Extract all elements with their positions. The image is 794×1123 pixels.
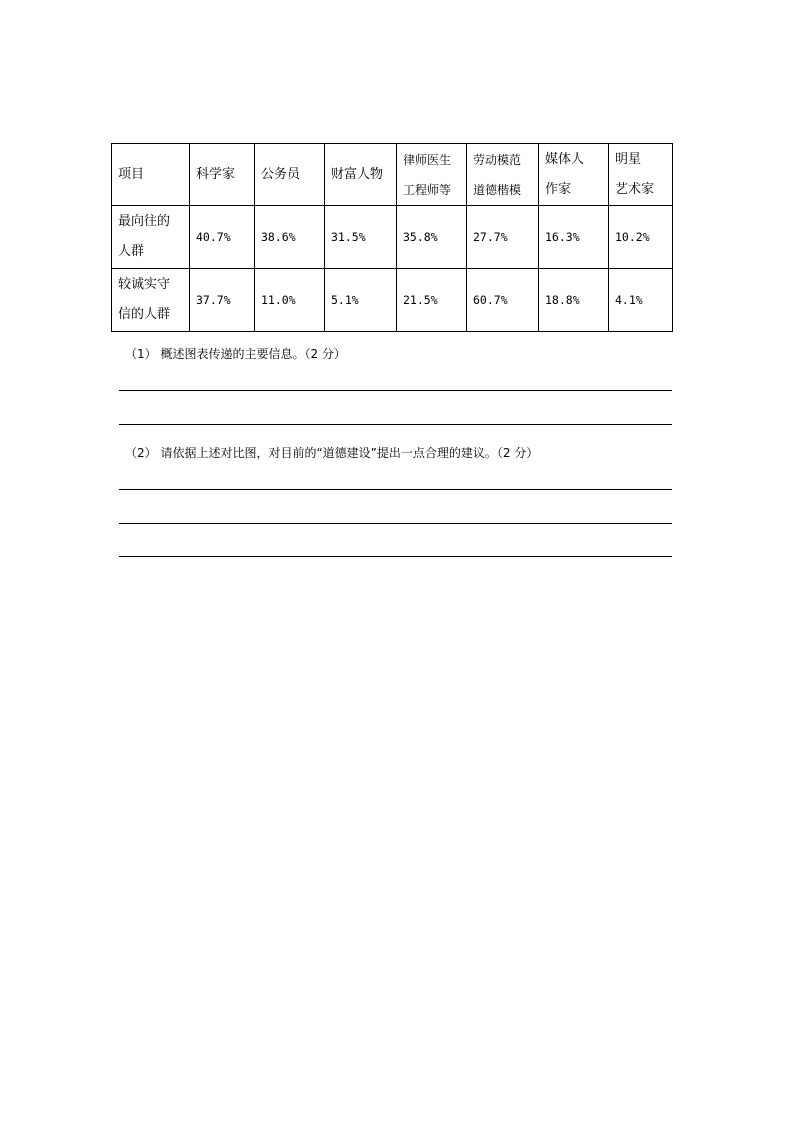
cell-value: 4.1% bbox=[609, 269, 673, 332]
header-cell-professionals: 律师医生 工程师等 bbox=[397, 144, 467, 206]
row-label-most-admired: 最向往的 人群 bbox=[112, 206, 190, 269]
answer-line-q1-1[interactable] bbox=[119, 390, 672, 391]
header-cell-item: 项目 bbox=[112, 144, 190, 206]
cell-value: 16.3% bbox=[539, 206, 609, 269]
header-cell-model-workers: 劳动模范 道德楷模 bbox=[467, 144, 539, 206]
cell-value: 35.8% bbox=[397, 206, 467, 269]
survey-table bbox=[111, 143, 673, 332]
cell-value: 40.7% bbox=[190, 206, 255, 269]
answer-line-q2-3[interactable] bbox=[119, 556, 672, 557]
answer-line-q1-2[interactable] bbox=[119, 424, 672, 425]
header-cell-scientist: 科学家 bbox=[190, 144, 255, 206]
header-cell-wealthy: 财富人物 bbox=[325, 144, 397, 206]
header-cell-media-writers: 媒体人 作家 bbox=[539, 144, 609, 206]
row-label-most-honest: 较诚实守 信的人群 bbox=[112, 269, 190, 332]
table-header-row bbox=[112, 144, 673, 206]
answer-line-q2-2[interactable] bbox=[119, 523, 672, 524]
cell-value: 10.2% bbox=[609, 206, 673, 269]
cell-value: 31.5% bbox=[325, 206, 397, 269]
question-1-text: （1） 概述图表传递的主要信息。（2 分） bbox=[125, 347, 346, 361]
cell-value: 5.1% bbox=[325, 269, 397, 332]
table-row-most-honest bbox=[112, 269, 673, 332]
header-cell-civil-servant: 公务员 bbox=[255, 144, 325, 206]
cell-value: 18.8% bbox=[539, 269, 609, 332]
answer-line-q2-1[interactable] bbox=[119, 489, 672, 490]
cell-value: 27.7% bbox=[467, 206, 539, 269]
cell-value: 37.7% bbox=[190, 269, 255, 332]
cell-value: 21.5% bbox=[397, 269, 467, 332]
cell-value: 38.6% bbox=[255, 206, 325, 269]
header-cell-stars-artists: 明星 艺术家 bbox=[609, 144, 673, 206]
survey-table-container bbox=[111, 143, 673, 332]
cell-value: 11.0% bbox=[255, 269, 325, 332]
cell-value: 60.7% bbox=[467, 269, 539, 332]
table-row-most-admired bbox=[112, 206, 673, 269]
question-2-text: （2） 请依据上述对比图，对目前的“道德建设”提出一点合理的建议。（2 分） bbox=[125, 446, 539, 460]
